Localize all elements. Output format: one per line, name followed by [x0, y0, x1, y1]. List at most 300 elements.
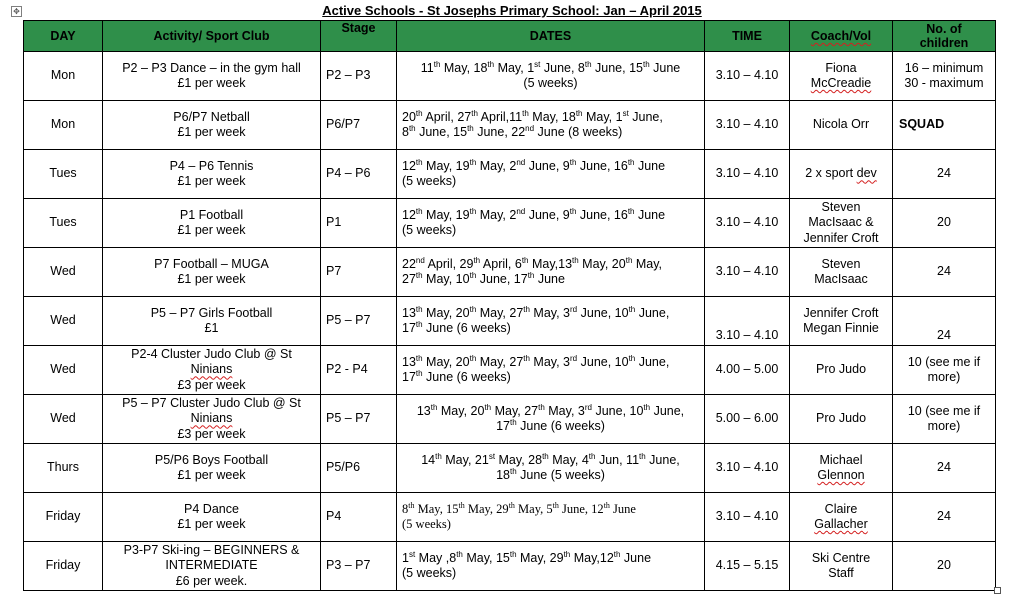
date-suffix: th — [415, 353, 423, 363]
dates-line — [402, 370, 699, 386]
coach-text: Glennon — [817, 468, 865, 482]
date-text: May, 19 — [422, 207, 470, 222]
time-cell — [705, 248, 790, 297]
date-text: May, — [632, 256, 663, 271]
coach-cell — [790, 52, 893, 101]
move-cross-icon[interactable]: ✥ — [11, 6, 22, 17]
date-suffix: th — [430, 402, 438, 412]
date-suffix: th — [625, 255, 633, 265]
time-text: 3.10 – 4.10 — [715, 509, 779, 524]
header-children — [893, 21, 996, 52]
coach-cell — [790, 150, 893, 199]
day-text: Wed — [50, 313, 76, 328]
coach-cell — [790, 346, 893, 395]
stage-cell — [321, 52, 397, 101]
day-cell — [24, 248, 103, 297]
date-text: May, 29 — [464, 501, 509, 516]
date-suffix: th — [642, 59, 650, 69]
date-text: 12 — [402, 158, 416, 173]
activity-cell — [103, 346, 321, 395]
day-text: Wed — [50, 362, 76, 377]
children-text: 24 — [937, 509, 951, 524]
day-text: Wed — [50, 411, 76, 426]
date-suffix: th — [471, 108, 478, 118]
stage-cell — [321, 150, 397, 199]
date-suffix: th — [572, 255, 579, 265]
day-cell — [24, 199, 103, 248]
children-cell — [893, 101, 996, 150]
dates-cell — [397, 346, 705, 395]
date-text: 17 — [496, 419, 510, 433]
dates-line — [402, 159, 699, 175]
dates-line — [402, 257, 699, 273]
activity-cell — [103, 444, 321, 493]
header-time: TIME — [705, 21, 790, 52]
date-text: (5 weeks) — [402, 517, 451, 531]
date-text: April,11 — [477, 109, 523, 124]
coach-text: Fiona — [825, 60, 857, 75]
date-suffix: th — [569, 206, 577, 216]
activity-cell — [103, 248, 321, 297]
coach-text: Nicola Orr — [812, 117, 870, 132]
day-cell — [24, 395, 103, 444]
date-suffix: th — [415, 206, 423, 216]
activity-name: Ninians — [190, 411, 233, 426]
activity-price: £1 per week — [177, 76, 246, 90]
table-row — [24, 150, 996, 199]
date-suffix: st — [622, 108, 629, 118]
time-text: 3.10 – 4.10 — [715, 460, 779, 475]
date-text: May, 3 — [529, 305, 571, 320]
date-text: 14 — [421, 452, 436, 467]
time-cell — [705, 297, 790, 346]
activity-name: P7 Football – MUGA — [154, 256, 269, 271]
date-suffix: th — [542, 451, 549, 461]
date-text: June, 15 — [591, 60, 643, 75]
children-cell — [893, 395, 996, 444]
date-text: June, 12 — [558, 501, 604, 516]
date-text: 20 — [402, 109, 416, 124]
coach-cell — [790, 542, 893, 591]
coach-cell — [790, 493, 893, 542]
day-cell — [24, 297, 103, 346]
dates-cell — [397, 52, 705, 101]
dates-line — [402, 223, 699, 239]
date-suffix: th — [469, 206, 477, 216]
date-text: June — [534, 272, 565, 286]
date-suffix: th — [538, 402, 545, 412]
dates-cell — [397, 493, 705, 542]
time-text: 3.10 – 4.10 — [715, 166, 779, 181]
date-text: May, 28 — [495, 452, 543, 467]
date-text: May, 27 — [476, 305, 524, 320]
dates-cell — [397, 199, 705, 248]
date-suffix: nd — [415, 255, 425, 265]
date-suffix: th — [433, 59, 441, 69]
date-suffix: rd — [570, 304, 578, 314]
date-text: 11 — [420, 60, 434, 75]
dates-line — [402, 419, 699, 435]
activity-cell — [103, 297, 321, 346]
date-text: 8 — [402, 501, 409, 516]
coach-text: Steven — [821, 256, 861, 271]
date-text: June, 10 — [591, 403, 644, 418]
date-suffix: rd — [584, 402, 592, 412]
date-suffix: th — [484, 402, 492, 412]
schedule-table — [23, 20, 996, 591]
date-text: 22 — [402, 256, 416, 271]
date-text: May, 20 — [437, 403, 485, 418]
date-suffix: th — [643, 402, 651, 412]
dates-line — [402, 404, 699, 420]
coach-cell — [790, 297, 893, 346]
time-cell — [705, 52, 790, 101]
date-suffix: nd — [516, 157, 526, 167]
resize-square-icon[interactable] — [994, 587, 1001, 594]
date-text: May, 2 — [476, 207, 517, 222]
activity-price: £1 per week — [177, 272, 246, 286]
date-text: 17 — [402, 370, 416, 384]
children-cell — [893, 493, 996, 542]
day-cell — [24, 444, 103, 493]
date-text: 13 — [402, 305, 416, 320]
coach-cell — [790, 199, 893, 248]
children-text: 10 (see me if — [907, 354, 981, 369]
date-text: June — [620, 550, 652, 565]
dates-line — [402, 321, 699, 337]
header-activity: Activity/ Sport Club — [103, 21, 321, 52]
stage-cell — [321, 101, 397, 150]
date-suffix: th — [415, 368, 423, 378]
date-text: 18 — [496, 468, 510, 482]
date-text: June — [609, 501, 636, 516]
activity-price: £1 per week — [177, 125, 246, 139]
activity-price: £3 per week — [177, 426, 246, 441]
activity-name: P5 – P7 Girls Football — [150, 305, 273, 320]
coach-text: Megan Finnie — [803, 321, 879, 335]
date-suffix: th — [628, 304, 636, 314]
time-text: 3.10 – 4.10 — [715, 264, 779, 279]
date-text: June (8 weeks) — [534, 125, 623, 139]
date-suffix: th — [458, 500, 465, 510]
coach-text-part: 2 x sport — [805, 166, 857, 181]
coach-text: Michael — [819, 452, 863, 467]
dates-cell — [397, 542, 705, 591]
date-text: May,12 — [570, 550, 614, 565]
date-suffix: st — [534, 59, 541, 69]
activity-price: £1 per week — [177, 174, 246, 188]
activity-cell — [103, 199, 321, 248]
date-suffix: th — [603, 500, 610, 510]
coach-text: Jennifer Croft — [803, 305, 879, 320]
day-text: Tues — [49, 166, 77, 181]
children-text: more) — [927, 419, 961, 433]
stage-text: P4 – P6 — [326, 166, 371, 181]
table-row — [24, 493, 996, 542]
coach-text: Steven — [821, 199, 861, 214]
dates-cell — [397, 444, 705, 493]
date-text: (5 weeks) — [402, 566, 457, 580]
date-suffix: th — [469, 157, 477, 167]
date-suffix: th — [575, 108, 583, 118]
date-suffix: th — [552, 500, 559, 510]
date-text: June, 10 — [577, 354, 629, 369]
table-row — [24, 346, 996, 395]
coach-text: Ski Centre — [811, 550, 871, 565]
date-suffix: th — [415, 157, 423, 167]
day-text: Mon — [50, 117, 76, 132]
date-text: April, 29 — [424, 256, 474, 271]
date-text: June — [649, 60, 681, 75]
time-text: 3.10 – 4.10 — [715, 68, 779, 83]
activity-name: P5 – P7 Cluster Judo Club @ St — [122, 395, 301, 410]
day-text: Thurs — [47, 460, 79, 475]
children-text: 24 — [937, 327, 951, 342]
coach-text: Pro Judo — [815, 411, 867, 426]
date-suffix: th — [584, 59, 592, 69]
dates-line — [402, 76, 699, 92]
date-text: May, 18 — [528, 109, 576, 124]
day-text: Friday — [45, 509, 81, 524]
date-text: June — [634, 207, 666, 222]
coach-text: MacIsaac & — [808, 215, 874, 230]
date-text: (5 weeks) — [402, 223, 457, 237]
day-text: Friday — [45, 558, 81, 573]
children-cell — [893, 52, 996, 101]
date-text: Jun, 11 — [595, 452, 640, 467]
header-row — [24, 21, 996, 52]
date-text: May, 27 — [491, 403, 539, 418]
time-cell — [705, 395, 790, 444]
table-row — [24, 248, 996, 297]
stage-text: P2 – P3 — [326, 68, 371, 83]
activity-name: P5/P6 Boys Football — [154, 452, 269, 467]
dates-line — [402, 61, 699, 77]
date-text: (5 weeks) — [523, 76, 578, 90]
date-suffix: th — [521, 255, 529, 265]
date-suffix: th — [415, 319, 423, 329]
date-text: April, 6 — [480, 256, 522, 271]
activity-name: P4 Dance — [184, 501, 239, 516]
date-text: 17 — [402, 321, 416, 335]
stage-text: P5 – P7 — [326, 411, 371, 426]
activity-name: P1 Football — [179, 207, 244, 222]
stage-cell — [321, 395, 397, 444]
date-text: May, 29 — [516, 550, 564, 565]
date-text: June, 9 — [525, 158, 570, 173]
stage-text: P7 — [326, 264, 342, 279]
dates-line — [402, 306, 699, 322]
dates-line — [402, 566, 699, 582]
day-cell — [24, 150, 103, 199]
header-coach — [790, 21, 893, 52]
date-text: June, 17 — [476, 272, 528, 286]
header-children-line2: children — [919, 36, 969, 50]
date-text: (5 weeks) — [402, 174, 457, 188]
stage-cell — [321, 444, 397, 493]
date-text: May, 18 — [440, 60, 488, 75]
date-suffix: th — [527, 270, 535, 280]
date-text: June, 16 — [576, 158, 628, 173]
activity-name: Ninians — [190, 362, 233, 377]
stage-cell — [321, 297, 397, 346]
date-suffix: th — [487, 59, 495, 69]
stage-cell — [321, 346, 397, 395]
date-text: May, 3 — [529, 354, 571, 369]
date-text: June (6 weeks) — [422, 321, 511, 335]
children-text: 20 — [937, 558, 951, 573]
date-text: June, — [650, 403, 685, 418]
coach-text: Staff — [828, 566, 854, 580]
coach-cell — [790, 248, 893, 297]
coach-text: Pro Judo — [815, 362, 867, 377]
activity-name: INTERMEDIATE — [165, 558, 258, 573]
dates-cell — [397, 101, 705, 150]
date-text: 12 — [402, 207, 416, 222]
date-suffix: st — [488, 451, 496, 461]
coach-text: Jennifer Croft — [803, 230, 879, 245]
header-stage: Stage — [321, 21, 397, 52]
children-text: 10 (see me if — [907, 403, 981, 418]
date-suffix: th — [588, 451, 596, 461]
date-suffix: th — [627, 157, 635, 167]
coach-text: Gallacher — [814, 517, 868, 531]
day-cell — [24, 101, 103, 150]
dates-line — [402, 272, 699, 288]
day-text: Tues — [49, 215, 77, 230]
date-text: June, 22 — [473, 125, 526, 139]
time-cell — [705, 346, 790, 395]
activity-name: P4 – P6 Tennis — [169, 158, 254, 173]
date-text: June, — [635, 305, 670, 320]
dates-line — [402, 468, 699, 484]
header-children-line1: No. of — [926, 22, 962, 36]
date-suffix: th — [408, 500, 415, 510]
date-suffix: th — [415, 108, 423, 118]
date-text: May, 20 — [422, 354, 470, 369]
dates-line — [402, 208, 699, 224]
header-coach-label: Coach/Vol — [810, 29, 872, 43]
children-text: 24 — [937, 264, 951, 279]
children-text: 20 — [937, 215, 951, 230]
date-text: June — [634, 158, 666, 173]
date-suffix: th — [522, 108, 529, 118]
stage-cell — [321, 248, 397, 297]
date-text: June, 8 — [540, 60, 585, 75]
activity-price: £1 — [204, 321, 219, 335]
date-text: 13 — [416, 403, 431, 418]
children-cell — [893, 444, 996, 493]
stage-text: P1 — [326, 215, 342, 230]
children-cell — [893, 542, 996, 591]
date-suffix: th — [508, 500, 515, 510]
date-suffix: th — [469, 353, 477, 363]
header-day: DAY — [24, 21, 103, 52]
date-text: June, — [628, 109, 663, 124]
coach-cell — [790, 444, 893, 493]
day-cell — [24, 52, 103, 101]
stage-text: P5/P6 — [326, 460, 361, 475]
date-suffix: th — [456, 549, 463, 559]
table-row — [24, 297, 996, 346]
date-text: May, 21 — [441, 452, 489, 467]
day-cell — [24, 493, 103, 542]
activity-cell — [103, 101, 321, 150]
date-text: June, — [645, 452, 680, 467]
date-suffix: th — [510, 417, 517, 427]
time-text: 3.10 – 4.10 — [715, 215, 779, 230]
date-text: May, 5 — [514, 501, 553, 516]
time-cell — [705, 150, 790, 199]
date-text: May, 20 — [578, 256, 626, 271]
time-text: 4.00 – 5.00 — [715, 362, 779, 377]
date-suffix: st — [408, 549, 416, 559]
date-text: May, 19 — [422, 158, 470, 173]
date-text: June (5 weeks) — [516, 468, 605, 482]
date-text: 8 — [402, 125, 409, 139]
activity-price: £6 per week. — [175, 573, 248, 588]
stage-cell — [321, 493, 397, 542]
children-text: 16 – minimum — [904, 60, 984, 75]
date-suffix: th — [639, 451, 646, 461]
date-suffix: th — [467, 123, 474, 133]
children-text: 24 — [937, 166, 951, 181]
dates-cell — [397, 297, 705, 346]
date-text: May, 3 — [544, 403, 585, 418]
activity-name: P2-4 Cluster Judo Club @ St — [131, 346, 292, 361]
date-text: June (6 weeks) — [516, 419, 605, 433]
day-text: Mon — [50, 68, 76, 83]
dates-line — [402, 517, 699, 533]
time-text: 4.15 – 5.15 — [715, 558, 779, 573]
date-text: June, 10 — [577, 305, 629, 320]
activity-price: £1 per week — [177, 517, 246, 531]
day-cell — [24, 542, 103, 591]
date-suffix: th — [408, 123, 416, 133]
time-text: 5.00 – 6.00 — [715, 411, 779, 426]
date-text: June, — [635, 354, 670, 369]
time-cell — [705, 493, 790, 542]
children-cell — [893, 248, 996, 297]
coach-text: MacIsaac — [814, 272, 868, 286]
date-suffix: th — [510, 466, 517, 476]
dates-line — [402, 551, 699, 567]
activity-cell — [103, 395, 321, 444]
date-text: May, 15 — [414, 501, 459, 516]
date-text: May, 2 — [476, 158, 517, 173]
date-suffix: th — [627, 206, 635, 216]
date-text: 13 — [402, 354, 416, 369]
stage-text: P4 — [326, 509, 342, 524]
date-text: April, 27 — [422, 109, 472, 124]
activity-cell — [103, 150, 321, 199]
stage-text: P3 – P7 — [326, 558, 371, 573]
table-row — [24, 199, 996, 248]
coach-cell — [790, 101, 893, 150]
date-suffix: nd — [516, 206, 526, 216]
activity-cell — [103, 52, 321, 101]
dates-cell — [397, 395, 705, 444]
coach-text: Claire — [824, 501, 858, 516]
date-text: May, 1 — [494, 60, 535, 75]
dates-line — [402, 355, 699, 371]
stage-text: P2 - P4 — [326, 362, 368, 377]
dates-line — [402, 453, 699, 469]
table-row — [24, 444, 996, 493]
date-suffix: th — [435, 451, 442, 461]
activity-price: £1 per week — [177, 223, 246, 237]
date-suffix: th — [415, 304, 423, 314]
